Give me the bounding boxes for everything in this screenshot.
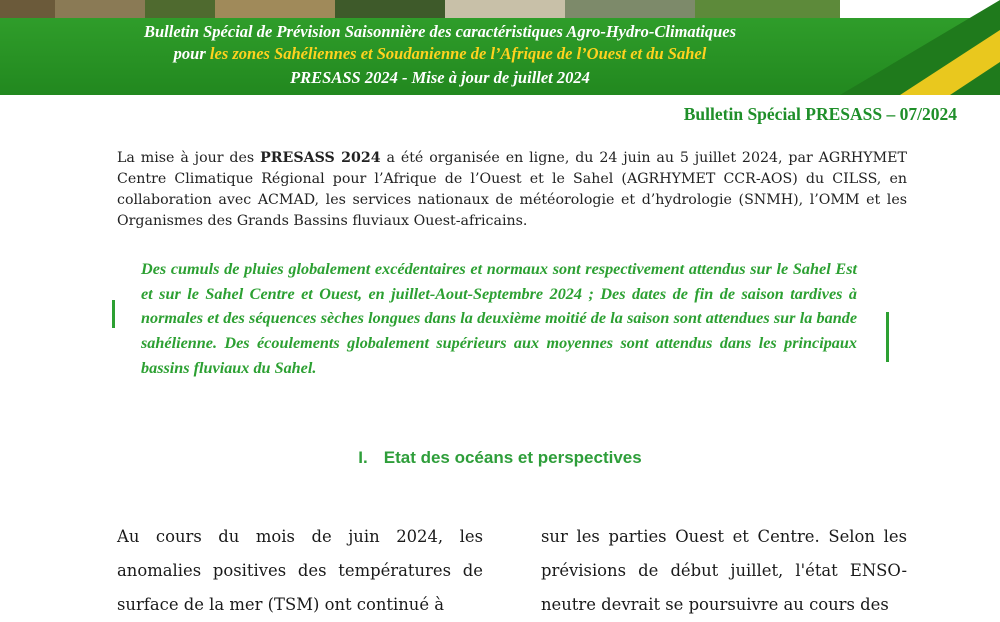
- intro-bold: PRESASS 2024: [260, 150, 381, 166]
- photo-crops: [145, 0, 215, 18]
- photo-trees: [335, 0, 445, 18]
- photo-green: [695, 0, 840, 18]
- photo-water: [565, 0, 695, 18]
- banner-title-line2: [0, 44, 880, 64]
- intro-pre: La mise à jour des: [117, 150, 261, 166]
- banner-title-line1: Bulletin Spécial de Prévision Saisonnière des caractéristiques Agro-Hydro-Climatiques: [143, 22, 737, 41]
- left-column: [117, 520, 483, 622]
- bulletin-reference: Bulletin Spécial PRESASS – 07/2024: [683, 104, 957, 124]
- section-title: Etat des océans et perspectives: [383, 448, 642, 467]
- photo-landscape-1: [0, 0, 55, 18]
- right-column: [541, 520, 907, 622]
- intro-paragraph: [117, 148, 907, 232]
- banner-title-line3: PRESASS 2024 - Mise à jour de juillet 2024: [290, 68, 590, 87]
- left-column-text: Au cours du mois de juin 2024, les anomalies positives des températures de surface de la mer (TSM) ont continué à: [117, 527, 483, 614]
- section-number: I.: [358, 448, 368, 467]
- photo-landscape-2: [55, 0, 145, 18]
- banner-line2-highlight: les zones Sahéliennes et Soudanienne de l’Afrique de l’Ouest et du Sahel: [209, 44, 707, 63]
- summary-right-bar: [886, 312, 889, 362]
- key-message-summary: Des cumuls de pluies globalement excédentaires et normaux sont respectivement attendus sur le Sahel Est et sur le Sahel Centre et Ouest, en juillet-Aout-Septembre 2024 ; Des dates de fin de saison tardives à normales et des séquences sèches longues dans la deuxième moitié de la saison sont attendues sur la bande sahélienne. Des écoulements globalement supérieurs aux moyennes sont attendus dans les principaux bassins fluviaux du Sahel.: [141, 260, 857, 377]
- right-column-text: sur les parties Ouest et Centre. Selon les prévisions de début juillet, l'état ENSO-neutre devrait se poursuivre au cours des: [541, 527, 907, 614]
- corner-decoration: [840, 0, 1000, 95]
- photo-field: [215, 0, 335, 18]
- intro-post: a été organisée en ligne, du 24 juin au 5 juillet 2024, par AGRHYMET Centre Climatique Régional pour l’Afrique de l’Ouest et le Sahel (AGRHYMET CCR-AOS) du CILSS, en collaboration avec ACMAD, les services nationaux de météorologie et d’hydrologie (SNMH), l’OMM et les Organismes des Grands Bassins fluviaux Ouest-africains.: [117, 150, 907, 229]
- section-heading: [0, 448, 1000, 468]
- summary-left-bar: [112, 300, 115, 328]
- banner-line2-prefix: pour: [173, 44, 210, 63]
- photo-sky: [445, 0, 565, 18]
